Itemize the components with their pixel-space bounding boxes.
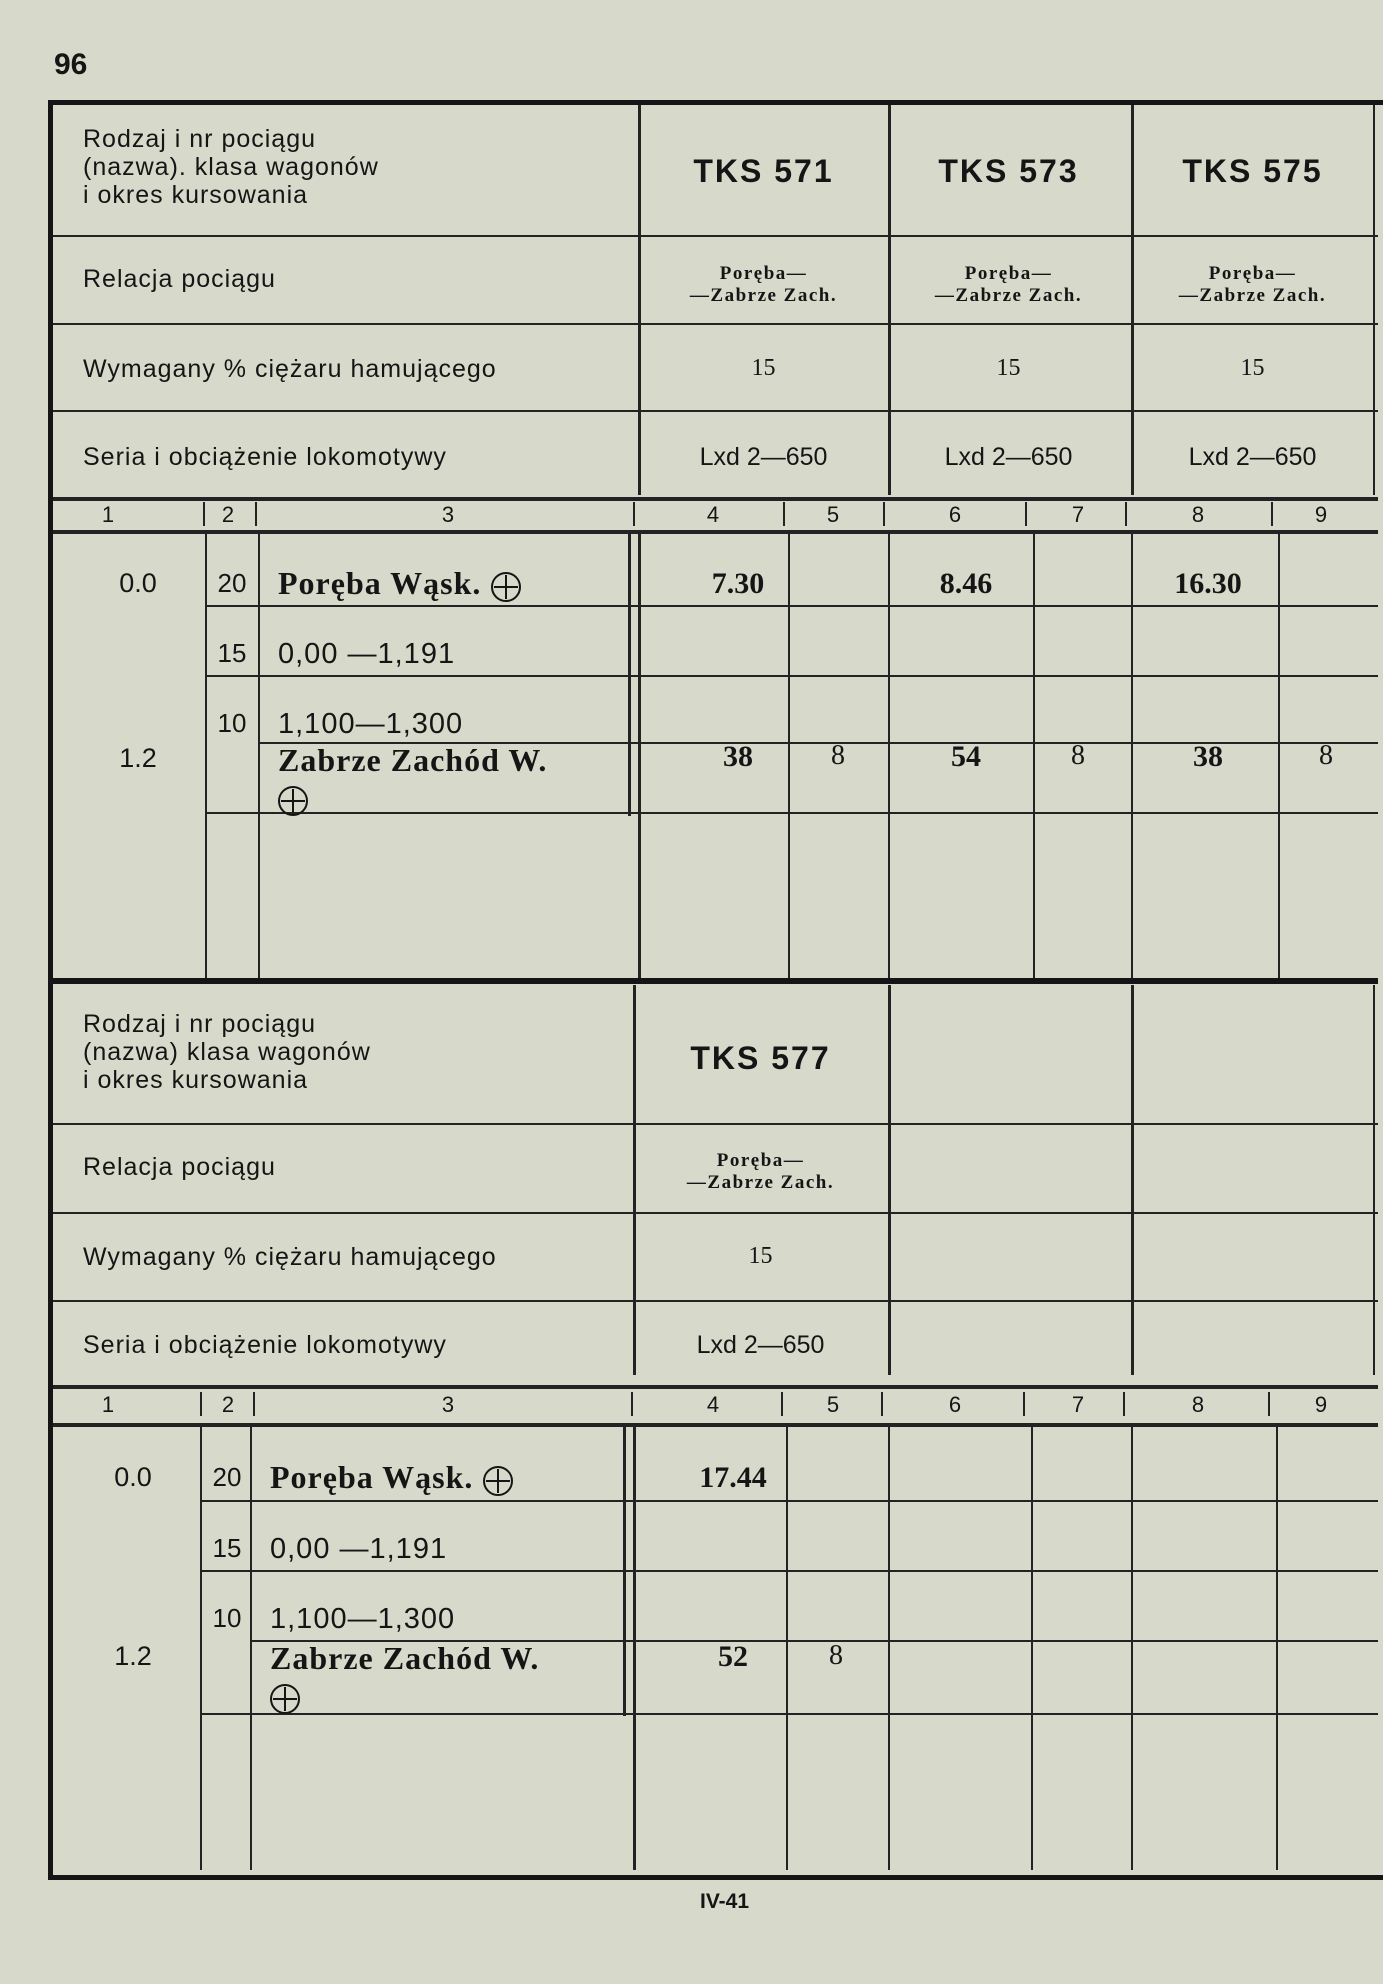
column-number: 8 — [1191, 502, 1205, 527]
column-line — [258, 533, 260, 980]
column-number: 2 — [221, 1392, 235, 1417]
brake-label: Wymagany % ciężaru hamującego — [83, 1243, 497, 1271]
column-number: 3 — [441, 1392, 455, 1417]
column-line — [1276, 1426, 1278, 1870]
column-line — [633, 1426, 636, 1870]
km-end: 1.2 — [119, 743, 157, 773]
column-number: 1 — [101, 1392, 115, 1417]
column-tick — [203, 502, 205, 526]
loco-value: Lxd 2—650 — [1188, 443, 1317, 471]
row-divider — [53, 1212, 1378, 1214]
row-divider — [53, 530, 1378, 534]
row-line — [206, 605, 1378, 607]
stop-time: 8 — [831, 740, 845, 771]
column-number: 4 — [706, 1392, 720, 1417]
column-tick — [1123, 1392, 1125, 1416]
relation-label: Relacja pociągu — [83, 265, 276, 293]
column-number: 3 — [441, 502, 455, 527]
loco-label: Seria i obciążenie lokomotywy — [83, 1331, 447, 1359]
loco-value: Lxd 2—650 — [699, 443, 828, 471]
station-symbol-icon — [278, 786, 308, 816]
row-divider — [53, 497, 1378, 501]
gradient-value: 20 — [212, 1462, 242, 1492]
column-line — [205, 533, 207, 980]
header-divider — [888, 985, 891, 1375]
header-divider — [1131, 985, 1134, 1375]
footer-code: IV-41 — [700, 1890, 750, 1913]
column-number: 8 — [1191, 1392, 1205, 1417]
column-tick — [1023, 1392, 1025, 1416]
timetable-section-2 — [53, 985, 1378, 1870]
column-tick — [200, 1392, 202, 1416]
brake-value: 15 — [751, 355, 776, 381]
gradient-value: 20 — [217, 568, 247, 598]
row-divider — [53, 323, 1378, 325]
arrival-time: 54 — [951, 740, 981, 773]
relation-label: Relacja pociągu — [83, 1153, 276, 1181]
row-line — [206, 675, 1378, 677]
section-separator — [53, 978, 1378, 984]
row-divider — [53, 1300, 1378, 1302]
column-line — [1131, 1426, 1133, 1870]
gradient-value: 15 — [212, 1533, 242, 1563]
train-name: TKS 575 — [1182, 153, 1323, 189]
station-start: Poręba Wąsk. — [270, 1459, 513, 1496]
column-tick — [881, 1392, 883, 1416]
departure-time: 7.30 — [711, 567, 765, 600]
column-tick — [631, 1392, 633, 1416]
train-name: TKS 571 — [693, 153, 834, 189]
train-kind-label: Rodzaj i nr pociągu (nazwa) klasa wagonów i okres kursowania — [83, 1010, 371, 1094]
station-start: Poręba Wąsk. — [278, 565, 521, 602]
column-number: 6 — [948, 1392, 962, 1417]
stop-time: 8 — [829, 1640, 843, 1671]
station-symbol-icon — [491, 572, 521, 602]
arrival-time: 52 — [718, 1640, 748, 1673]
station-end: Zabrze Zachód W. — [270, 1640, 539, 1714]
column-tick — [883, 502, 885, 526]
departure-time: 16.30 — [1174, 567, 1242, 600]
brake-label: Wymagany % ciężaru hamującego — [83, 355, 497, 383]
km-start: 0.0 — [119, 568, 157, 598]
gradient-value: 10 — [217, 708, 247, 738]
gradient-value: 10 — [212, 1603, 242, 1633]
column-line — [1031, 1426, 1033, 1870]
column-tick — [1271, 502, 1273, 526]
brake-value: 15 — [748, 1243, 773, 1269]
row-line — [201, 1500, 1378, 1502]
brake-value: 15 — [996, 355, 1021, 381]
train-relation: Poręba— —Zabrze Zach. — [934, 263, 1083, 306]
column-number: 5 — [826, 1392, 840, 1417]
arrival-time: 38 — [723, 740, 753, 773]
header-divider — [633, 985, 636, 1375]
row-divider — [53, 1385, 1378, 1389]
column-number: 9 — [1314, 1392, 1328, 1417]
train-relation: Poręba— —Zabrze Zach. — [689, 263, 838, 306]
column-line — [888, 1426, 890, 1870]
station-end: Zabrze Zachód W. — [278, 742, 547, 816]
station-symbol-icon — [270, 1684, 300, 1714]
train-relation: Poręba— —Zabrze Zach. — [1178, 263, 1327, 306]
train-name: TKS 577 — [690, 1040, 831, 1076]
row-divider — [53, 235, 1378, 237]
column-tick — [633, 502, 635, 526]
arrival-time: 38 — [1193, 740, 1223, 773]
gradient-range: 0,00 —1,191 — [270, 1533, 448, 1565]
column-tick — [1025, 502, 1027, 526]
stop-time: 8 — [1319, 740, 1333, 771]
header-divider — [1373, 985, 1375, 1375]
column-tick — [1268, 1392, 1270, 1416]
train-name: TKS 573 — [938, 153, 1079, 189]
km-start: 0.0 — [114, 1462, 152, 1492]
row-divider — [53, 410, 1378, 412]
loco-value: Lxd 2—650 — [696, 1331, 825, 1359]
column-number: 5 — [826, 502, 840, 527]
column-tick — [255, 502, 257, 526]
column-tick — [781, 1392, 783, 1416]
row-divider — [53, 1123, 1378, 1125]
column-tick — [253, 1392, 255, 1416]
column-number: 7 — [1071, 1392, 1085, 1417]
column-tick — [783, 502, 785, 526]
column-line — [638, 533, 641, 980]
column-number: 4 — [706, 502, 720, 527]
loco-value: Lxd 2—650 — [944, 443, 1073, 471]
column-number: 2 — [221, 502, 235, 527]
column-line — [888, 533, 890, 980]
km-end: 1.2 — [114, 1641, 152, 1671]
brake-value: 15 — [1240, 355, 1265, 381]
column-tick — [1125, 502, 1127, 526]
column-number: 7 — [1071, 502, 1085, 527]
column-number: 1 — [101, 502, 115, 527]
stop-time: 8 — [1071, 740, 1085, 771]
column-number: 6 — [948, 502, 962, 527]
column-number: 9 — [1314, 502, 1328, 527]
column-line — [200, 1426, 202, 1870]
row-line — [201, 1570, 1378, 1572]
loco-label: Seria i obciążenie lokomotywy — [83, 443, 447, 471]
timetable-section-1 — [53, 105, 1378, 980]
station-symbol-icon — [483, 1466, 513, 1496]
gradient-range: 1,100—1,300 — [278, 708, 464, 740]
gradient-value: 15 — [217, 638, 247, 668]
gradient-range: 0,00 —1,191 — [278, 638, 456, 670]
departure-time: 17.44 — [699, 1461, 767, 1494]
train-kind-label: Rodzaj i nr pociągu (nazwa). klasa wagonów i okres kursowania — [83, 125, 379, 209]
gradient-range: 1,100—1,300 — [270, 1603, 456, 1635]
train-relation: Poręba— —Zabrze Zach. — [686, 1150, 835, 1193]
page-number: 96 — [54, 48, 88, 81]
departure-time: 8.46 — [939, 567, 993, 600]
